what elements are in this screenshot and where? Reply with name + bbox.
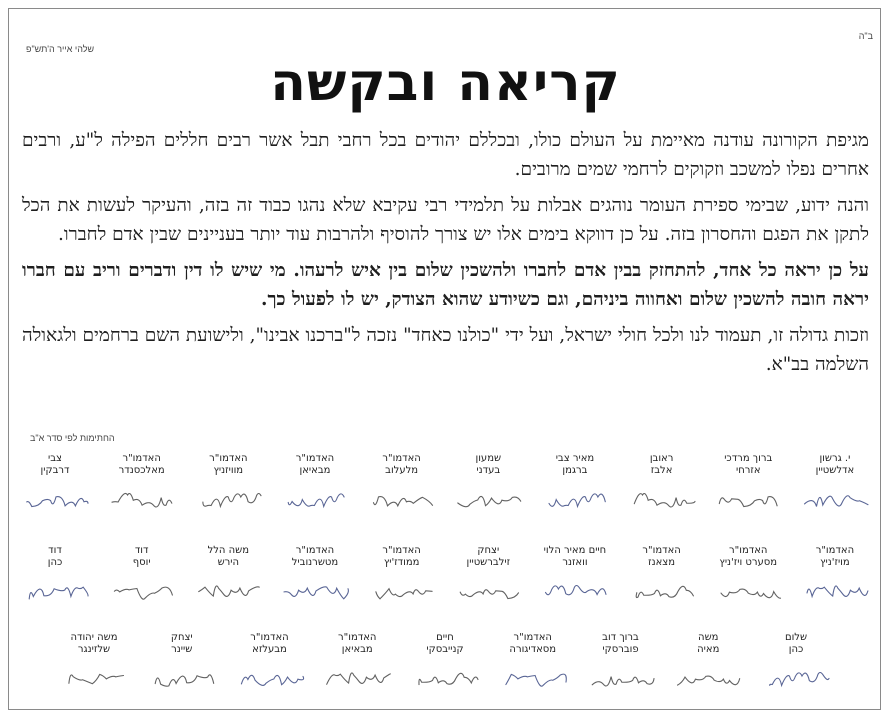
handwritten-signature	[496, 660, 570, 696]
bh-mark: ב"ה	[858, 31, 873, 41]
signature-order-note: החתימות לפי סדר א"ב	[30, 433, 115, 443]
paragraph-1: מגיפת הקורונה עודנה מאיימת על העולם כולו, ובכללם יהודים בכל רחבי תבל אשר רבים חללים הפילה ל"ע, ורבים אחרים נפלו למשכב וזקוקים לרחמי שמים מרובים.	[22, 130, 869, 180]
signer-name: האדמו"ר מבאיאן	[295, 453, 335, 476]
handwritten-signature	[191, 481, 265, 517]
signature-block	[16, 453, 94, 517]
signature-block	[494, 632, 572, 696]
signer-name: האדמו"ר מטשרנוביל	[291, 545, 339, 568]
signature-block	[796, 545, 874, 609]
signer-name: דוד יוסף	[132, 545, 151, 568]
handwritten-signature	[798, 481, 872, 517]
signature-block	[536, 453, 614, 517]
handwritten-signature	[408, 660, 482, 696]
signer-name: מאיר צבי ברגמן	[555, 453, 595, 476]
handwritten-signature	[798, 573, 872, 609]
signer-name: האדמו"ר מלעלוב	[382, 453, 421, 476]
handwritten-signature	[711, 481, 785, 517]
signature-block	[669, 632, 747, 696]
signature-row-1	[16, 453, 874, 517]
handwritten-signature	[57, 660, 131, 696]
signature-block	[103, 453, 181, 517]
signer-name: חיים מאיר הלוי וואזנר	[543, 545, 607, 568]
signer-name: שמעון בעדני	[475, 453, 502, 476]
handwritten-signature	[584, 660, 658, 696]
signer-name: משה מאיה	[697, 632, 720, 655]
signature-block	[318, 632, 396, 696]
handwritten-signature	[451, 481, 525, 517]
signature-block	[363, 545, 441, 609]
handwritten-signature	[105, 573, 179, 609]
handwritten-signature	[278, 573, 352, 609]
signer-name: דוד כהן	[47, 545, 63, 568]
signer-name: ברוך דוב פוברסקי	[602, 632, 639, 655]
signer-name: האדמו"ר מבעלזא	[250, 632, 289, 655]
signer-name: ברוך מרדכי אזרחי	[724, 453, 773, 476]
signer-name: האדמו"ר מסאדיגורה	[509, 632, 557, 655]
handwritten-signature	[671, 660, 745, 696]
signature-block	[103, 545, 181, 609]
signer-name: משה הלל הירש	[207, 545, 250, 568]
signature-block	[623, 545, 701, 609]
handwritten-signature	[625, 573, 699, 609]
signature-block	[709, 545, 787, 609]
signature-block	[189, 545, 267, 609]
signature-block	[536, 545, 614, 609]
signature-block	[449, 453, 527, 517]
signer-name: האדמו"ר מבאיאן	[338, 632, 377, 655]
handwritten-signature	[18, 481, 92, 517]
signature-block	[231, 632, 309, 696]
handwritten-signature	[18, 573, 92, 609]
handwritten-signature	[233, 660, 307, 696]
signer-name: י. גרשון אדלשטיין	[815, 453, 855, 476]
signer-name: שלום כהן	[784, 632, 808, 655]
signature-block	[363, 453, 441, 517]
signer-name: האדמו"ר מויז'ניץ	[815, 545, 855, 568]
signer-name: האדמו"ר מאלכסנדר	[118, 453, 165, 476]
handwritten-signature	[191, 573, 265, 609]
signer-name: האדמו"ר מוויזניץ	[209, 453, 248, 476]
signature-block	[143, 632, 221, 696]
handwritten-signature	[451, 573, 525, 609]
signer-name: יצחק זילברשטיין	[466, 545, 511, 568]
signature-block	[757, 632, 835, 696]
handwritten-signature	[538, 481, 612, 517]
signature-block	[709, 453, 787, 517]
page-title: קריאה ובקשה	[270, 53, 621, 113]
signature-block	[449, 545, 527, 609]
handwritten-signature	[625, 481, 699, 517]
signature-row-2	[16, 545, 874, 609]
signer-name: משה יהודה שלזינגר	[70, 632, 118, 655]
handwritten-signature	[320, 660, 394, 696]
paragraph-4: וזכות גדולה זו, תעמוד לנו ולכל חולי ישראל, ועל ידי "כולנו כאחד" נזכה ל"ברכנו אבינו", ולישועת השם ברחמים ולגאולה השלמה בב"א.	[22, 325, 869, 375]
paragraph-3: על כן יראה כל אחד, להתחזק בבין אדם לחברו ולהשכין שלום בין איש לרעהו. מי שיש לו דין ודברים וריב עם חברו יראה חובה להשכין שלום ואחווה ביניהם, וגם כשיודע שהוא הצודק, יש לו לפעול כך.	[22, 260, 869, 310]
signer-name: ראובן אלבז	[649, 453, 674, 476]
handwritten-signature	[365, 481, 439, 517]
signature-block	[276, 453, 354, 517]
signer-name: האדמו"ר ממודז'יץ	[382, 545, 421, 568]
handwritten-signature	[278, 481, 352, 517]
handwritten-signature	[759, 660, 833, 696]
signature-row-3	[55, 632, 835, 696]
body-text	[22, 126, 869, 386]
signer-name: האדמו"ר מסערט ויז'ניץ	[719, 545, 778, 568]
signer-name: חיים קנייבסקי	[426, 632, 464, 655]
date-line: שלהי אייר ה'תש"פ	[26, 44, 95, 54]
signature-block	[276, 545, 354, 609]
signature-block	[406, 632, 484, 696]
signer-name: צבי דרבקין	[40, 453, 70, 476]
signature-block	[796, 453, 874, 517]
paragraph-2: והנה ידוע, שבימי ספירת העומר נוהגים אבלות על תלמידי רבי עקיבא שלא נהגו כבוד זה בזה, והעיקר לעשות את הכל לתקן את הפגם והחסרון בזה. על כן דווקא בימים אלו יש צורך להוסיף ולהרבות עוד יותר בעניינים שבין אדם לחברו.	[22, 195, 869, 245]
handwritten-signature	[145, 660, 219, 696]
signer-name: יצחק שיינר	[170, 632, 193, 655]
handwritten-signature	[105, 481, 179, 517]
handwritten-signature	[711, 573, 785, 609]
signature-block	[189, 453, 267, 517]
signature-block	[582, 632, 660, 696]
signature-block	[16, 545, 94, 609]
handwritten-signature	[538, 573, 612, 609]
signature-block	[55, 632, 133, 696]
signature-block	[623, 453, 701, 517]
signer-name: האדמו"ר מצאנז	[642, 545, 681, 568]
handwritten-signature	[365, 573, 439, 609]
